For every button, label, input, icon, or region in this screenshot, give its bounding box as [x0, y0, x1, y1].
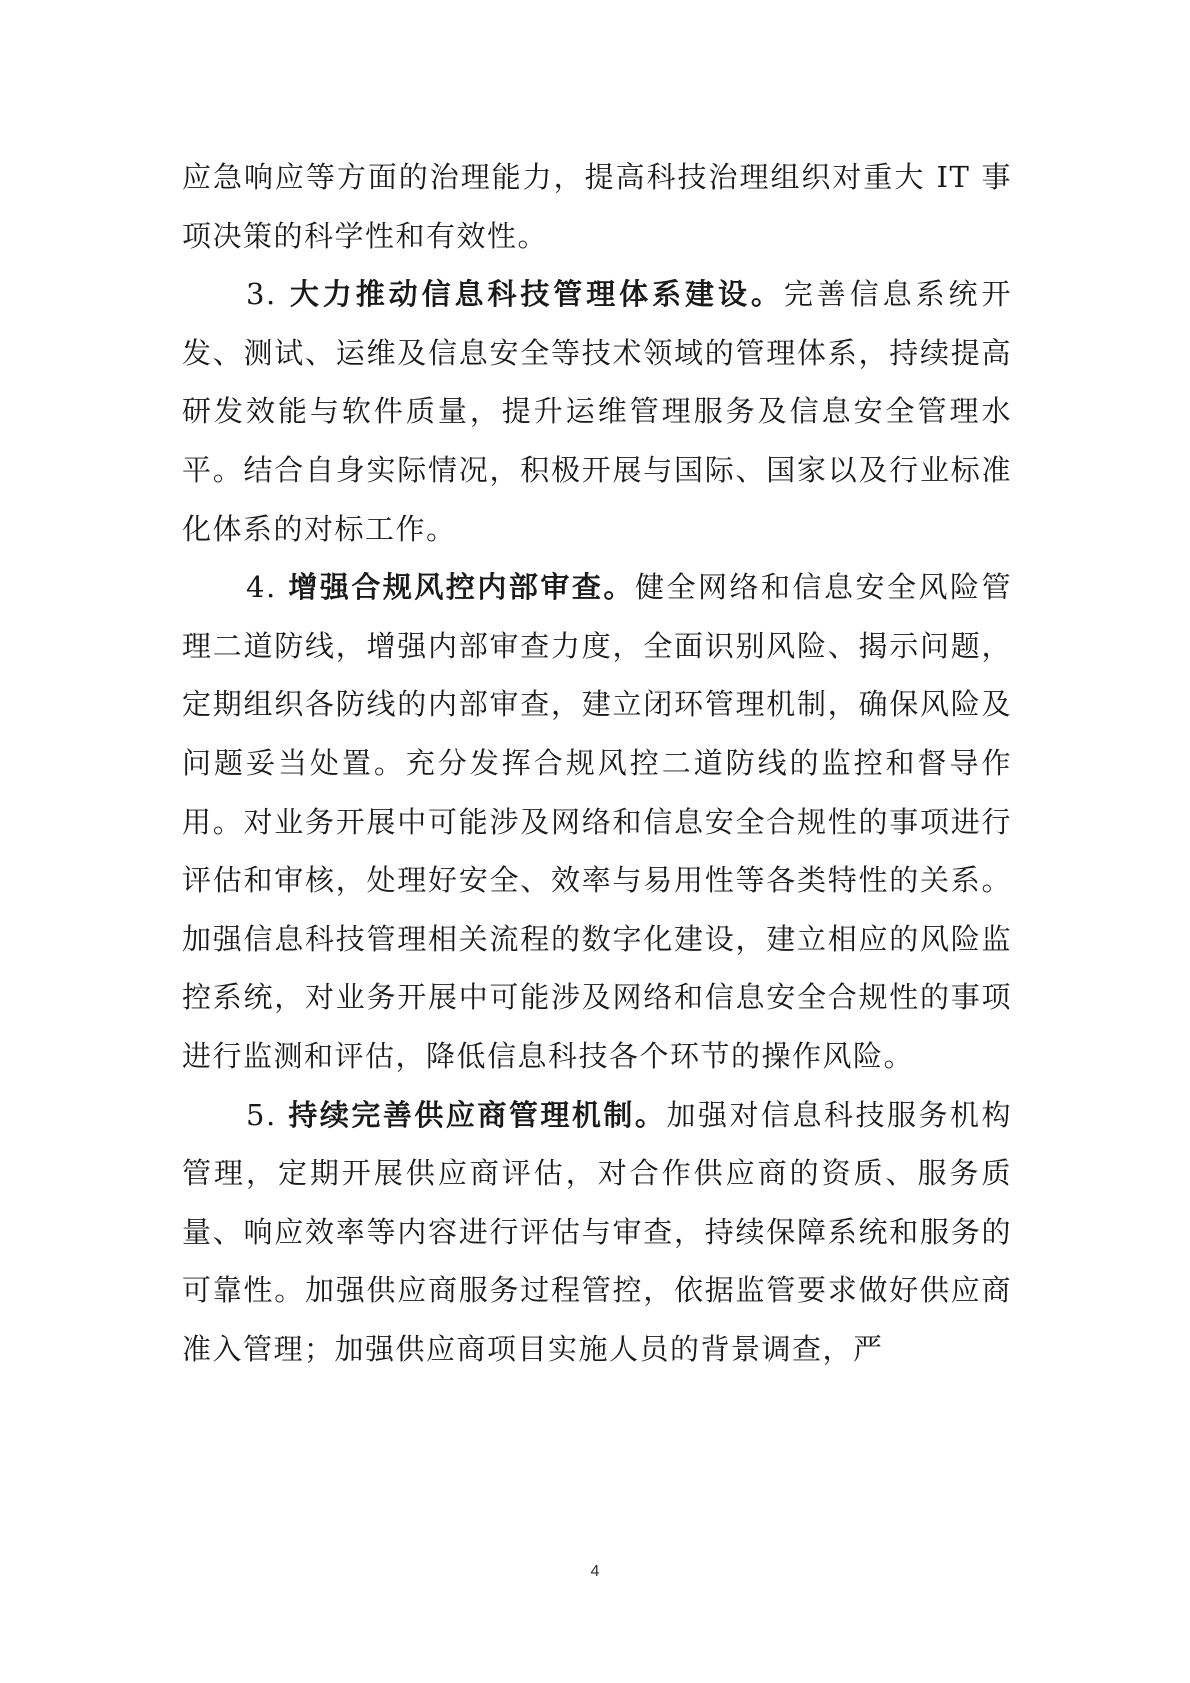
paragraph-item-5: [182, 1086, 1012, 1379]
paragraph-continued: [182, 148, 1012, 265]
paragraph-text: 健全网络和信息安全风险管理二道防线，增强内部审查力度，全面识别风险、揭示问题，定期组织各防线的内部审查，建立闭环管理机制，确保风险及问题妥当处置。充分发挥合规风控二道防线的监控和督导作用。对业务开展中可能涉及网络和信息安全合规性的事项进行评估和审核，处理好安全、效率与易用性等各类特性的关系。加强信息科技管理相关流程的数字化建设，建立相应的风险监控系统，对业务开展中可能涉及网络和信息安全合规性的事项进行监测和评估，降低信息科技各个环节的操作风险。: [182, 570, 1012, 1073]
paragraph-text: 应急响应等方面的治理能力，提高科技治理组织对重大 IT 事项决策的科学性和有效性。: [182, 160, 1012, 253]
paragraph-item-4: [182, 558, 1012, 1085]
paragraph-number: 3.: [246, 277, 290, 312]
paragraph-number: 5.: [246, 1097, 289, 1132]
paragraph-heading: 增强合规风控内部审查。: [288, 570, 635, 605]
page-number: 4: [590, 1563, 600, 1580]
paragraph-number: 4.: [246, 570, 289, 605]
document-body: [182, 148, 1012, 1378]
paragraph-heading: 持续完善供应商管理机制。: [288, 1097, 667, 1132]
paragraph-text: 完善信息系统开发、测试、运维及信息安全等技术领域的管理体系，持续提高研发效能与软件质量，提升运维管理服务及信息安全管理水平。结合自身实际情况，积极开展与国际、国家以及行业标准化体系的对标工作。: [182, 277, 1012, 546]
paragraph-item-3: [182, 265, 1012, 558]
paragraph-heading: 大力推动信息科技管理体系建设。: [289, 277, 784, 312]
paragraph-text: 加强对信息科技服务机构管理，定期开展供应商评估，对合作供应商的资质、服务质量、响应效率等内容进行评估与审查，持续保障系统和服务的可靠性。加强供应商服务过程管控，依据监管要求做好供应商准入管理；加强供应商项目实施人员的背景调查，严: [182, 1097, 1012, 1366]
